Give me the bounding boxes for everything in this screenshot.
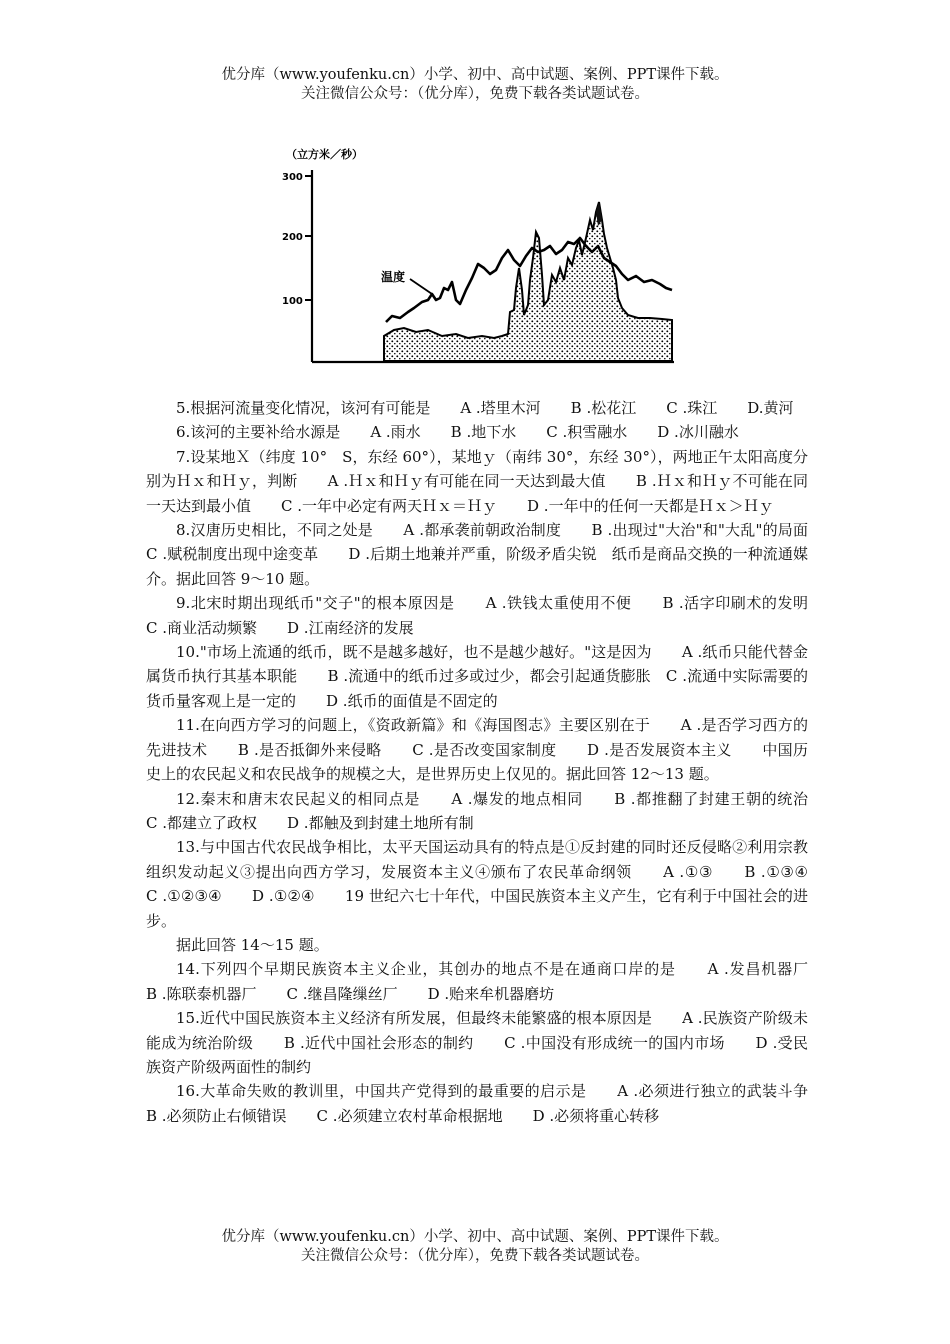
footer-line-1: 优分库（www.youfenku.cn）小学、初中、高中试题、案例、PPT课件下载。	[221, 1229, 729, 1245]
footer-line-2: 关注微信公众号：（优分库），免费下载各类试题试卷。	[301, 1248, 649, 1264]
question-5: 5.根据河流量变化情况，该河有可能是 A .塔里木河 B .松花江 C .珠江 D.黄河	[176, 399, 794, 417]
river-discharge-chart	[276, 140, 678, 368]
question-14: 14.下列四个早期民族资本主义企业，其创办的地点不是在通商口岸的是 A .发昌机器厂 B .陈联泰机器厂 C .继昌隆缫丝厂 D .贻来牟机器磨坊	[146, 960, 839, 1003]
question-6: 6.该河的主要补给水源是 A .雨水 B .地下水 C .积雪融水 D .冰川融水	[176, 423, 739, 442]
temperature-label: 温度	[381, 270, 406, 284]
discharge-area	[384, 202, 672, 361]
y-tick-300: 300	[282, 172, 303, 183]
page-header	[0, 66, 950, 104]
question-10: 10."市场上流通的纸币，既不是越多越好，也不是越少越好。"这是因为 A .纸币只能代替金属货币执行其基本职能 B .流通中的纸币过多或过少，都会引起通货膨胀 C .流通中实际需要的货币量客观上是一定的 D .纸币的面值是不固定的	[146, 643, 808, 710]
temperature-label-pointer	[410, 279, 432, 294]
question-12: 12.秦末和唐末农民起义的相同点是 A .爆发的地点相同 B .都推翻了封建王朝的统治 C .都建立了政权 D .都触及到封建土地所有制	[146, 789, 839, 832]
header-line-2: 关注微信公众号：（优分库），免费下载各类试题试卷。	[301, 86, 649, 102]
question-9: 9.北宋时期出现纸币"交子"的根本原因是 A .铁钱太重使用不便 B .活字印刷术的发明 C .商业活动频繁 D .江南经济的发展	[146, 594, 839, 637]
question-8: 8.汉唐历史相比，不同之处是 A .都承袭前朝政治制度 B .出现过"大治"和"大乱"的局面 C .赋税制度出现中途变革 D .后期土地兼并严重，阶级矛盾尖锐 纸币是商品交换的一种流通媒介。据此回答 9～10 题。	[146, 521, 839, 588]
question-11: 11.在向西方学习的问题上，《资政新篇》和《海国图志》主要区别在于 A .是否学习西方的先进技术 B .是否抵御外来侵略 C .是否改变国家制度 D .是否发展资本主义 中国历史上的农民起义和农民战争的规模之大，是世界历史上仅见的。据此回答 12～13 题。	[146, 716, 808, 784]
page-footer	[0, 1228, 950, 1266]
question-16: 16.大革命失败的教训里，中国共产党得到的最重要的启示是 A .必须进行独立的武装斗争 B .必须防止右倾错误 C .必须建立农村革命根据地 D .必须将重心转移	[146, 1082, 839, 1125]
question-list	[146, 396, 839, 1128]
reading-prompt: 据此回答 14～15 题。	[176, 935, 329, 954]
question-13: 13.与中国古代农民战争相比，太平天国运动具有的特点是①反封建的同时还反侵略②利用宗教组织发动起义③提出向西方学习，发展资本主义④颁布了农民革命纲领 A .①③ B .①③④ C .①②③④ D .①②④ 19 世纪六七十年代，中国民族资本主义产生，它有利于中国社会的进步。	[146, 838, 839, 930]
chart-unit-label: （立方米／秒）	[286, 148, 363, 161]
y-tick-200: 200	[282, 232, 303, 243]
question-7: 7.设某地Ｘ（纬度 10° S，东经 60°），某地ｙ（南纬 30°，东经 30°），两地正午太阳高度分别为Ｈｘ和Ｈｙ，判断 A .Ｈｘ和Ｈｙ有可能在同一天达到最大值 B .Ｈｘ和Ｈｙ不可能在同一天达到最小值 C .一年中必定有两天Ｈｘ＝Ｈｙ D .一年中的任何一天都是Ｈｘ＞Ｈｙ	[146, 447, 808, 515]
question-15: 15.近代中国民族资本主义经济有所发展，但最终未能繁盛的根本原因是 A .民族资产阶级未能成为统治阶级 B .近代中国社会形态的制约 C .中国没有形成统一的国内市场 D .受民族资产阶级两面性的制约	[146, 1009, 808, 1076]
header-line-1: 优分库（www.youfenku.cn）小学、初中、高中试题、案例、PPT课件下载。	[221, 67, 729, 83]
y-tick-100: 100	[282, 296, 303, 307]
